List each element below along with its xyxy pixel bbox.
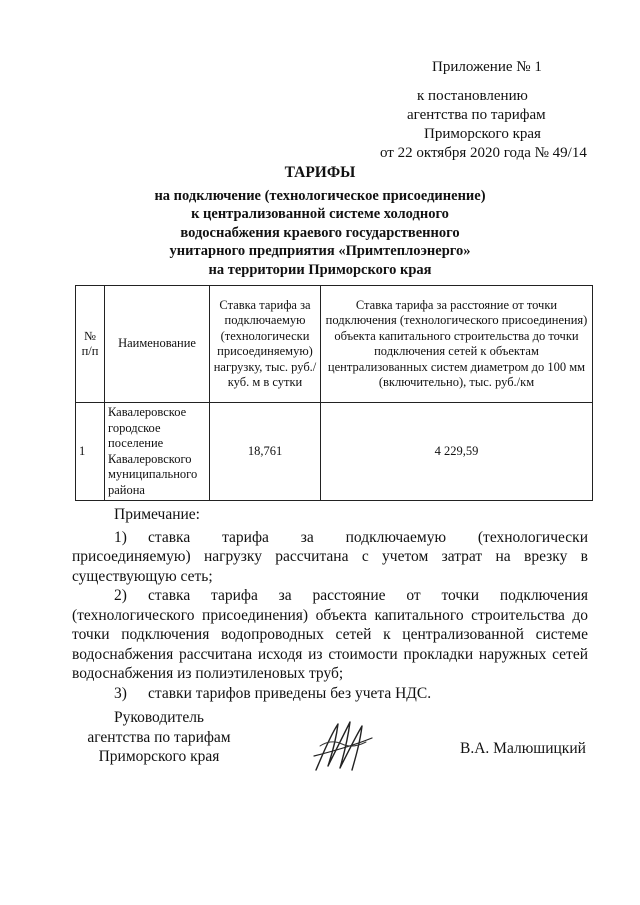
table-header-row (76, 286, 593, 403)
table-row (76, 403, 593, 501)
cell-name: Кавалеровское городское поселение Кавалеровского муниципального района (105, 403, 210, 501)
title-line: к централизованной системе холодного (191, 206, 449, 222)
note-text: ставка тарифа за подключаемую (технологически присоединяемую) нагрузку рассчитана с учетом затрат на врезку в существующую сеть; (72, 528, 588, 585)
handwritten-signature (312, 716, 376, 776)
note-text: ставки тарифов приведены без учета НДС. (148, 684, 432, 702)
title-line: унитарного предприятия «Примтеплоэнерго» (169, 243, 471, 259)
position-line: Приморского края (98, 748, 220, 765)
title-line: на территории Приморского края (208, 261, 432, 278)
note-item (72, 586, 588, 684)
appendix-line: от 22 октября 2020 года № 49/14 (380, 145, 587, 161)
notes-block (72, 505, 588, 703)
title-main: ТАРИФЫ (284, 164, 356, 181)
note-item (72, 528, 588, 587)
title-line: на подключение (технологическое присоединение) (154, 187, 486, 204)
position-line: Руководитель (113, 709, 205, 726)
appendix-title: Приложение № 1 (432, 59, 542, 75)
header-name: Наименование (105, 286, 210, 403)
header-rate-load: Ставка тарифа за подключаемую (технологически присоединяемую) нагрузку, тыс. руб./куб. м в сутки (210, 286, 321, 403)
signatory-position (74, 708, 244, 767)
cell-rate-distance: 4 229,59 (321, 403, 593, 501)
title-line: водоснабжения краевого государственного (180, 224, 460, 241)
note-number: 1) (114, 528, 127, 546)
note-number: 2) (114, 587, 127, 604)
position-line: агентства по тарифам (87, 728, 231, 746)
cell-num: 1 (76, 403, 105, 501)
document-title (0, 164, 640, 279)
cell-rate-load: 18,761 (210, 403, 321, 501)
appendix-line: агентства по тарифам (407, 107, 546, 123)
note-number: 3) (114, 684, 127, 702)
appendix-line: Приморского края (424, 126, 541, 142)
appendix-block (380, 58, 600, 163)
header-rate-distance: Ставка тарифа за расстояние от точки подключения (технологического присоединения) объекта капитального строительства до точки подключения сетей к объектам централизованных систем диаметром до 100 мм (включительно), тыс. руб./км (321, 286, 593, 403)
note-item (72, 684, 588, 704)
appendix-line: к постановлению (417, 88, 528, 104)
tariff-table (75, 285, 593, 501)
notes-heading: Примечание: (114, 506, 200, 523)
signatory-name: В.А. Малюшицкий (460, 740, 586, 757)
note-text: ставка тарифа за расстояние от точки подключения (технологического присоединения) объекта капитального строительства до точки подключения водопроводных сетей к централизованной системе водоснабжения рассчитана исходя из стоимости прокладки наружных сетей водоснабжения из полиэтиленовых труб; (72, 587, 588, 682)
header-num: № п/п (76, 286, 105, 403)
